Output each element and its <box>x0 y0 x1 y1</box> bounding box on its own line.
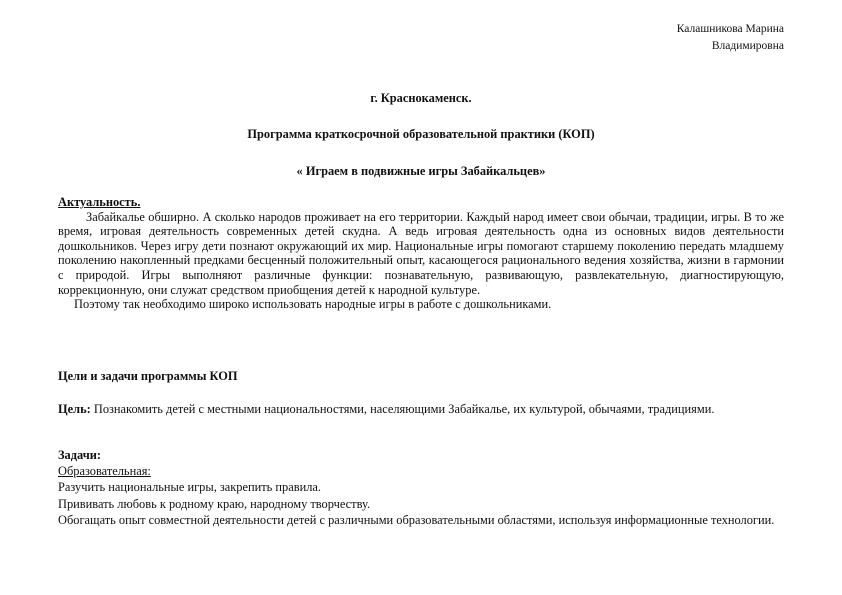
task-item: Обогащать опыт совместной деятельности детей с различными образовательными областями, используя информационные технологии. <box>58 512 775 527</box>
relevance-heading: Актуальность. <box>58 195 141 209</box>
city-heading: г. Краснокаменск. <box>370 91 472 105</box>
tasks-subheading: Образовательная: <box>58 464 151 479</box>
goals-heading: Цели и задачи программы КОП <box>58 369 238 383</box>
relevance-paragraph: Забайкалье обширно. А сколько народов проживает на его территории. Каждый народ имеет свои обычаи, традиции, игры. В то же время, игровая деятельность современных детей скудна. А ведь игровая деятельность одна из основных видов деятельности дошкольников. Через игру дети познают окружающий их мир. Национальные игры помогают старшему поколению передать младшему поколению накопленный предками бесценный положительный опыт, касающегося рационального ведения хозяйства, жизни в гармонии с природой. Игры выполняют различные функции: познавательную, развивающую, развлекательную, диагностирующую, коррекционную, они служат средством приобщения детей к народной культуре. <box>58 209 784 297</box>
program-name: « Играем в подвижные игры Забайкальцев» <box>296 164 546 178</box>
task-item: Прививать любовь к родному краю, народному творчеству. <box>58 496 371 511</box>
relevance-conclusion: Поэтому так необходимо широко использовать народные игры в работе с дошкольниками. <box>74 297 552 312</box>
relevance-section <box>58 195 784 312</box>
goal-block <box>58 399 738 419</box>
tasks-heading: Задачи: <box>58 448 101 462</box>
tasks-section <box>58 447 784 528</box>
goal-label: Цель: <box>58 402 91 416</box>
author-name: Калашникова Марина <box>676 23 784 35</box>
author-block <box>677 21 784 55</box>
program-title: Программа краткосрочной образовательной практики (КОП) <box>247 127 595 141</box>
goal-text: Познакомить детей с местными национальностями, населяющими Забайкалье, их культурой, обычаями, традициями. <box>90 402 715 416</box>
task-item: Разучить национальные игры, закрепить правила. <box>58 480 322 495</box>
author-patronymic: Владимировна <box>711 40 784 52</box>
